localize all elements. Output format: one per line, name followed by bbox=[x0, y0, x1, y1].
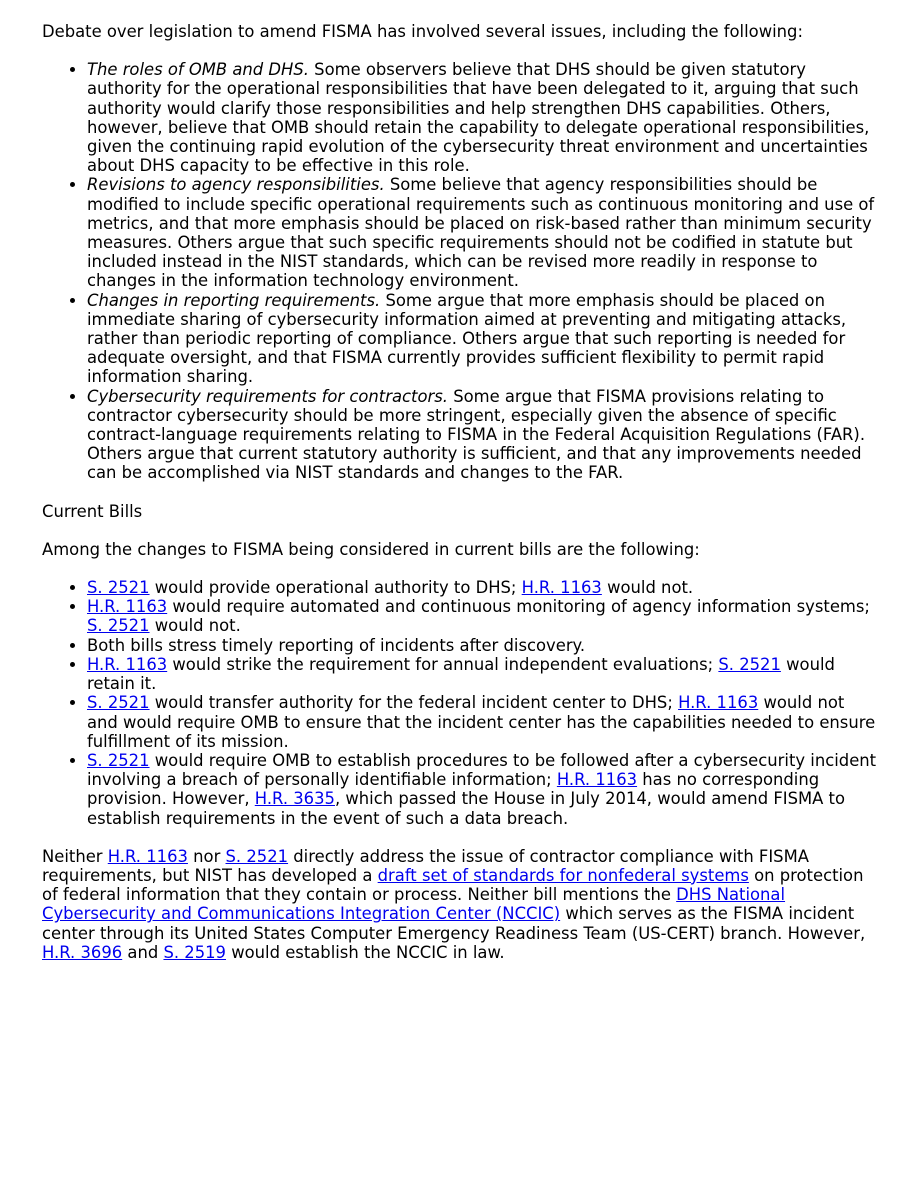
bill-link-s2521[interactable]: S. 2521 bbox=[225, 846, 289, 866]
list-item bbox=[87, 175, 877, 290]
paragraph-text: and bbox=[122, 942, 164, 962]
paragraph-text: would establish the NCCIC in law. bbox=[226, 942, 505, 962]
issue-text: Some argue that FISMA provisions relating to contractor cybersecurity should be more stringent, especially given the absence of specific contract-language requirements relating to FISMA in the Federal Acquisition Regulations (FAR). Others argue that current statutory authority is sufficient, and that any improvements needed can be accomplished via NIST standards and changes to the FAR. bbox=[87, 386, 866, 483]
list-item-text: would require OMB to establish procedures to be followed after a cybersecurity incident involving a breach of personally identifiable information; bbox=[87, 750, 877, 790]
issue-text: Some believe that agency responsibilities should be modified to include specific operational requirements such as continuous monitoring and use of metrics, and that more emphasis should be placed on risk-based rather than minimum security measures. Others argue that such specific requirements should not be codified in statute but included instead in the NIST standards, which can be revised more readily in response to changes in the information technology environment. bbox=[87, 175, 875, 291]
list-item-text: would not and would require OMB to ensure that the incident center has the capabilities needed to ensure fulfillment of its mission. bbox=[87, 693, 876, 751]
list-item bbox=[87, 636, 877, 655]
bill-link-hr1163[interactable]: H.R. 1163 bbox=[556, 770, 638, 790]
bill-link-hr1163[interactable]: H.R. 1163 bbox=[87, 597, 168, 617]
list-item bbox=[87, 387, 877, 483]
bill-link-s2521[interactable]: S. 2521 bbox=[87, 693, 150, 713]
list-item-text: would not. bbox=[601, 578, 694, 598]
list-item-text: would require automated and continuous monitoring of agency information systems; bbox=[167, 597, 870, 617]
bill-link-hr1163[interactable]: H.R. 1163 bbox=[87, 654, 168, 674]
list-item bbox=[87, 655, 877, 693]
bill-link-s2521[interactable]: S. 2521 bbox=[87, 750, 150, 770]
bill-link-hr1163[interactable]: H.R. 1163 bbox=[107, 846, 188, 866]
list-item-text: , which passed the House in July 2014, would amend FISMA to establish requirements in the event of such a data breach. bbox=[87, 789, 845, 828]
list-item-text: would retain it. bbox=[87, 654, 835, 694]
nist-standards-link[interactable]: draft set of standards for nonfederal systems bbox=[377, 865, 749, 885]
issues-list bbox=[42, 60, 877, 482]
issue-text: Some argue that more emphasis should be placed on immediate sharing of cybersecurity information aimed at preventing and mitigating attacks, rather than periodic reporting of compliance. Others argue that such reporting is needed for adequate oversight, and that FISMA currently provides sufficient flexibility to permit rapid information sharing. bbox=[87, 290, 847, 387]
issue-text: Some observers believe that DHS should be given statutory authority for the operational responsibilities that have been delegated to it, arguing that such authority would clarify those responsibilities and help strengthen DHS capabilities. Others, however, believe that OMB should retain the capability to delegate operational responsibilities, given the continuing rapid evolution of the cybersecurity threat environment and uncertainties about DHS capacity to be effective in this role. bbox=[87, 60, 870, 176]
bill-link-s2521[interactable]: S. 2521 bbox=[87, 578, 150, 598]
bill-link-s2519[interactable]: S. 2519 bbox=[163, 942, 226, 962]
list-item-text: would transfer authority for the federal incident center to DHS; bbox=[149, 693, 679, 713]
bill-link-hr3635[interactable]: H.R. 3635 bbox=[254, 789, 335, 809]
changes-intro-paragraph: Among the changes to FISMA being considered in current bills are the following: bbox=[42, 539, 700, 559]
paragraph-text: directly address the issue of contractor compliance with FISMA requirements, but NIST has developed a bbox=[42, 846, 809, 885]
issue-title: Cybersecurity requirements for contractors. bbox=[87, 386, 448, 406]
nccic-link[interactable]: DHS National Cybersecurity and Communications Integration Center (NCCIC) bbox=[42, 885, 786, 924]
list-item bbox=[87, 60, 877, 175]
paragraph-text: on protection of federal information that they contain or process. Neither bill mentions the bbox=[42, 865, 864, 905]
bill-link-hr1163[interactable]: H.R. 1163 bbox=[521, 578, 602, 598]
paragraph-text: which serves as the FISMA incident center through its United States Computer Emergency Readiness Team (US-CERT) branch. However, bbox=[42, 904, 866, 943]
issue-title: Revisions to agency responsibilities. bbox=[87, 175, 385, 195]
bill-link-s2521[interactable]: S. 2521 bbox=[87, 616, 150, 636]
bill-link-hr3696[interactable]: H.R. 3696 bbox=[42, 942, 123, 962]
list-item-text: would strike the requirement for annual independent evaluations; bbox=[167, 654, 719, 674]
list-item-text: Both bills stress timely reporting of incidents after discovery. bbox=[87, 635, 586, 655]
list-item bbox=[87, 751, 877, 828]
paragraph-text: Neither bbox=[42, 846, 108, 866]
section-heading: Current Bills bbox=[42, 501, 143, 521]
bill-link-s2521[interactable]: S. 2521 bbox=[718, 654, 781, 674]
list-item-text: would provide operational authority to DHS; bbox=[149, 578, 522, 598]
list-item-text: has no corresponding provision. However, bbox=[87, 770, 820, 809]
paragraph-text: nor bbox=[187, 846, 226, 866]
issue-title: Changes in reporting requirements. bbox=[87, 290, 381, 310]
list-item bbox=[87, 597, 877, 635]
list-item bbox=[87, 693, 877, 751]
list-item-text: would not. bbox=[149, 616, 241, 636]
changes-list bbox=[42, 578, 877, 828]
list-item bbox=[87, 291, 877, 387]
bill-link-hr1163[interactable]: H.R. 1163 bbox=[678, 693, 759, 713]
closing-paragraph bbox=[42, 847, 877, 962]
list-item bbox=[87, 578, 877, 597]
issue-title: The roles of OMB and DHS. bbox=[87, 60, 309, 80]
intro-paragraph: Debate over legislation to amend FISMA has involved several issues, including the following: bbox=[42, 22, 803, 41]
